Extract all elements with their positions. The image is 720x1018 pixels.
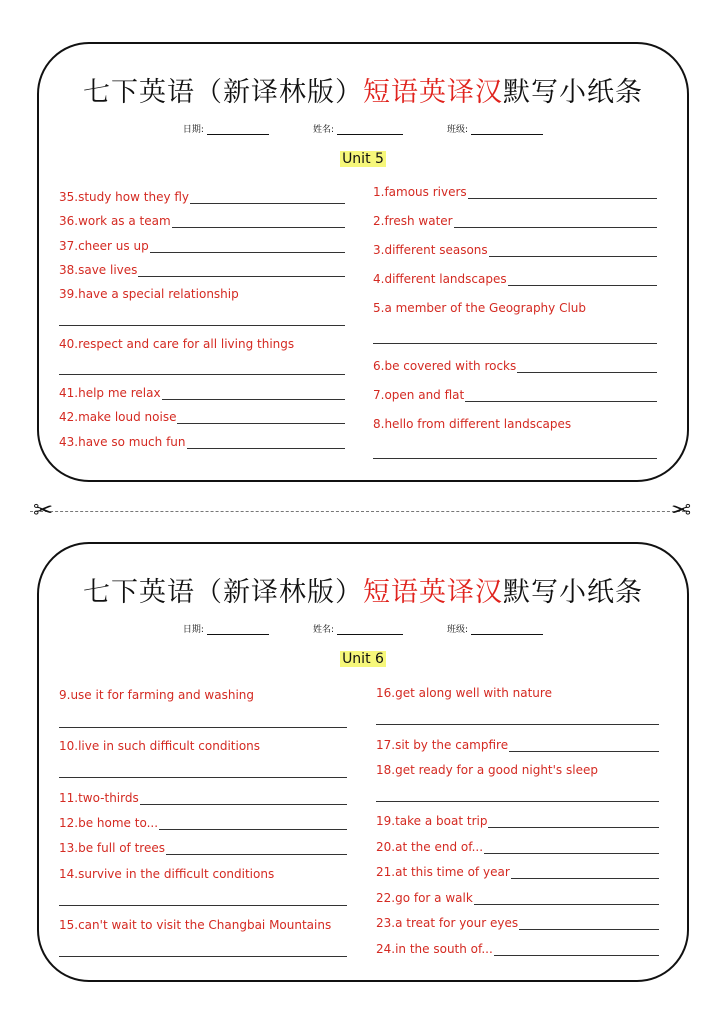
phrase-item: 5.a member of the Geography Club [373,301,587,315]
answer-line[interactable] [376,724,659,725]
answer-blank[interactable] [454,212,657,228]
answer-line[interactable] [373,458,657,459]
phrase-item: 16.get along well with nature [376,686,552,700]
phrase-item: 7.open and flat [373,384,657,402]
title-part-3: 默写小纸条 [503,577,643,608]
answer-line[interactable] [59,374,345,375]
title-part-3: 默写小纸条 [503,77,643,108]
answer-blank[interactable] [465,386,657,402]
name-label: 姓名: [312,125,335,135]
answer-blank[interactable] [190,188,345,204]
answer-line[interactable] [376,801,659,802]
phrase-item: 36.work as a team [59,210,345,228]
phrase-item: 6.be covered with rocks [373,355,657,373]
answer-line[interactable] [59,956,347,957]
phrase-item: 12.be home to... [59,812,347,830]
phrase-item: 8.hello from different landscapes [373,417,572,431]
phrase-item: 19.take a boat trip [376,810,659,828]
phrase-item: 41.help me relax [59,382,345,400]
date-field[interactable] [207,623,269,635]
answer-blank[interactable] [484,838,659,854]
title-part-2: 短语英译汉 [363,577,503,608]
dictation-slip-unit6 [37,542,689,982]
answer-blank[interactable] [140,789,347,805]
phrase-item: 43.have so much fun [59,431,345,449]
scissors-icon: ✂ [670,496,692,524]
phrase-item: 3.different seasons [373,239,657,257]
phrase-item: 37.cheer us up [59,235,345,253]
answer-blank[interactable] [150,237,345,253]
answer-blank[interactable] [474,889,659,905]
class-field[interactable] [471,623,543,635]
name-label: 姓名: [312,625,335,635]
phrase-item: 21.at this time of year [376,861,659,879]
phrase-item: 20.at the end of... [376,836,659,854]
phrase-item: 24.in the south of... [376,938,659,956]
answer-blank[interactable] [489,241,657,257]
phrase-item: 14.survive in the difficult conditions [59,867,275,881]
answer-blank[interactable] [138,261,345,277]
answer-blank[interactable] [519,914,659,930]
date-label: 日期: [182,125,204,135]
student-info-row [39,122,687,135]
answer-blank[interactable] [159,814,347,830]
answer-blank[interactable] [509,736,659,752]
class-field[interactable] [471,123,543,135]
class-label: 班级: [447,625,469,635]
phrase-item: 40.respect and care for all living things [59,337,295,351]
title-part-1: 七下英语（新译林版） [83,77,363,108]
phrase-item: 42.make loud noise [59,406,345,424]
answer-blank[interactable] [494,940,659,956]
phrase-item: 9.use it for farming and washing [59,688,255,702]
phrase-item: 18.get ready for a good night's sleep [376,763,598,777]
title-part-2: 短语英译汉 [363,77,503,108]
answer-line[interactable] [59,777,347,778]
class-label: 班级: [447,125,469,135]
slip-title [39,70,687,109]
answer-line[interactable] [59,325,345,326]
slip-title [39,570,687,609]
answer-blank[interactable] [177,408,345,424]
unit-heading: Unit 5 [342,151,384,167]
answer-blank[interactable] [468,183,657,199]
phrase-item: 38.save lives [59,259,345,277]
answer-blank[interactable] [511,863,659,879]
answer-blank[interactable] [172,212,345,228]
phrase-item: 15.can't wait to visit the Changbai Mountains [59,918,332,932]
answer-blank[interactable] [488,812,659,828]
phrase-item: 23.a treat for your eyes [376,912,659,930]
dictation-slip-unit5 [37,42,689,482]
phrase-item: 1.famous rivers [373,181,657,199]
answer-blank[interactable] [166,839,347,855]
scissors-icon: ✂ [32,496,54,524]
phrase-item: 13.be full of trees [59,837,347,855]
cut-line [30,511,690,512]
phrase-item: 35.study how they fly [59,186,345,204]
phrase-item: 39.have a special relationship [59,287,239,301]
phrase-item: 22.go for a walk [376,887,659,905]
answer-blank[interactable] [517,357,657,373]
name-field[interactable] [337,123,403,135]
title-part-1: 七下英语（新译林版） [83,577,363,608]
phrase-item: 11.two-thirds [59,787,347,805]
answer-blank[interactable] [187,433,346,449]
name-field[interactable] [337,623,403,635]
unit-heading: Unit 6 [342,651,384,667]
date-label: 日期: [182,625,204,635]
answer-line[interactable] [373,343,657,344]
answer-blank[interactable] [162,384,345,400]
phrase-item: 10.live in such difficult conditions [59,739,261,753]
answer-blank[interactable] [508,270,657,286]
phrase-item: 4.different landscapes [373,268,657,286]
date-field[interactable] [207,123,269,135]
answer-line[interactable] [59,905,347,906]
answer-line[interactable] [59,727,347,728]
phrase-item: 2.fresh water [373,210,657,228]
student-info-row [39,622,687,635]
phrase-item: 17.sit by the campfire [376,734,659,752]
